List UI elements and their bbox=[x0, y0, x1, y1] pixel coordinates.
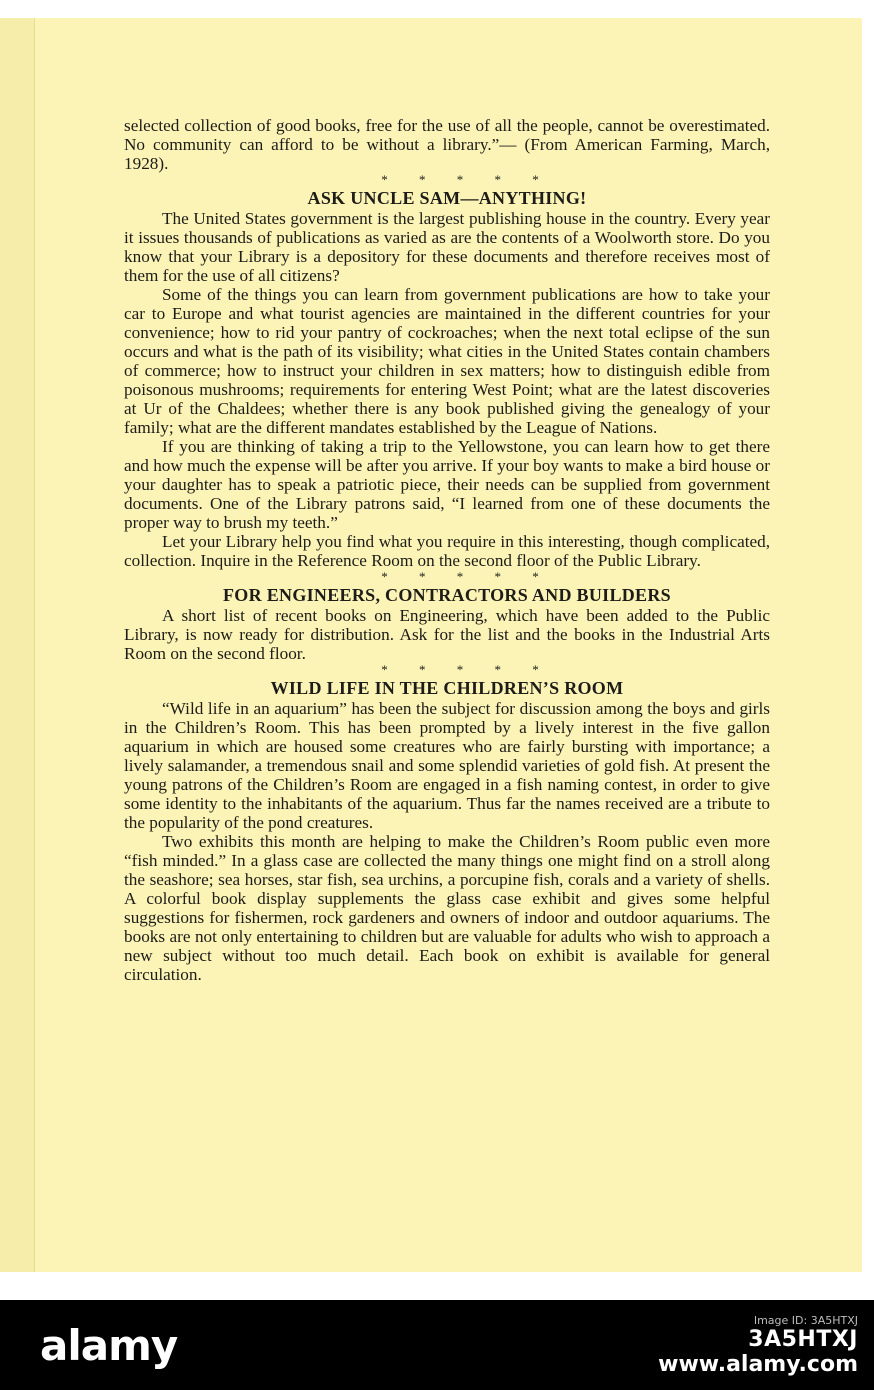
image-id-label: Image ID: 3A5HTXJ bbox=[753, 1313, 858, 1327]
banner-info bbox=[658, 1314, 858, 1377]
image-id: 3A5HTXJ bbox=[748, 1326, 858, 1352]
site-url[interactable]: www.alamy.com bbox=[658, 1351, 858, 1377]
scan-bottom-margin bbox=[0, 1272, 874, 1300]
page-spine-edge bbox=[0, 18, 35, 1272]
engineers-paragraph-1: A short list of recent books on Engineering, which have been added to the Public Library, is now ready for distribution. Ask for the list and the books in the Industrial Arts Room on the second floor. bbox=[124, 606, 770, 663]
section-separator: * * * * * bbox=[381, 172, 553, 187]
stock-banner bbox=[0, 1300, 874, 1390]
intro-paragraph: selected collection of good books, free for the use of all the people, cannot be overestimated. No community can afford to be without a library.”— (From American Farming, March, 1928). bbox=[124, 116, 770, 173]
scan-top-margin bbox=[0, 0, 874, 18]
uncle-sam-paragraph-1: The United States government is the largest publishing house in the country. Every year it issues thousands of publications as varied as are the contents of a Woolworth store. Do you know that your Library is a depository for these documents and therefore receives most of them for the use of all citizens? bbox=[124, 209, 770, 285]
heading-ask-uncle-sam: ASK UNCLE SAM—ANYTHING! bbox=[307, 188, 587, 208]
wild-life-paragraph-2: Two exhibits this month are helping to make the Children’s Room public even more “fish minded.” In a glass case are collected the many things one might find on a stroll along the seashore; sea horses, star fish, sea urchins, a porcupine fish, corals and a variety of shells. A colorful book display supplements the glass case exhibit and gives some helpful suggestions for fishermen, rock gardeners and owners of indoor and outdoor aquariums. The books are not only entertaining to children but are valuable for adults who wish to approach a new subject without too much detail. Each book on exhibit is available for general circulation. bbox=[124, 832, 770, 984]
section-separator: * * * * * bbox=[381, 662, 553, 677]
scan-right-margin bbox=[862, 18, 874, 1272]
heading-engineers: FOR ENGINEERS, CONTRACTORS AND BUILDERS bbox=[223, 585, 671, 605]
alamy-logo[interactable]: alamy bbox=[40, 1320, 178, 1370]
uncle-sam-paragraph-2: Some of the things you can learn from government publications are how to take your car to Europe and what tourist agencies are maintained in the different countries for your convenience; how to rid your pantry of cockroaches; when the next total eclipse of the sun occurs and what is the path of its visibility; what cities in the United States contain chambers of commerce; how to instruct your children in sex matters; how to distinguish edible from poisonous mushrooms; requirements for entering West Point; what are the latest discoveries at Ur of the Chaldees; whether there is any book published giving the genealogy of your family; what are the different mandates established by the League of Nations. bbox=[124, 285, 770, 437]
document-body bbox=[124, 116, 770, 984]
wild-life-paragraph-1: “Wild life in an aquarium” has been the subject for discussion among the boys and girls in the Children’s Room. This has been prompted by a lively interest in the five gallon aquarium in which are housed some creatures who are fairly bursting with importance; a lively salamander, a tremendous snail and some splendid varieties of gold fish. At present the young patrons of the Children’s Room are engaged in a fish naming contest, in order to give some identity to the inhabitants of the aquarium. Thus far the names received are a tribute to the popularity of the pond creatures. bbox=[124, 699, 770, 832]
uncle-sam-paragraph-3: If you are thinking of taking a trip to the Yellowstone, you can learn how to get there and how much the expense will be after you arrive. If your boy wants to make a bird house or your daughter has to speak a patriotic piece, their needs can be supplied from government documents. One of the Library patrons said, “I learned from one of these documents the proper way to brush my teeth.” bbox=[124, 437, 770, 532]
heading-wild-life: WILD LIFE IN THE CHILDREN’S ROOM bbox=[270, 678, 624, 698]
uncle-sam-paragraph-4: Let your Library help you find what you require in this interesting, though complicated, collection. Inquire in the Reference Room on the second floor of the Public Library. bbox=[124, 532, 770, 570]
section-separator: * * * * * bbox=[381, 569, 553, 584]
